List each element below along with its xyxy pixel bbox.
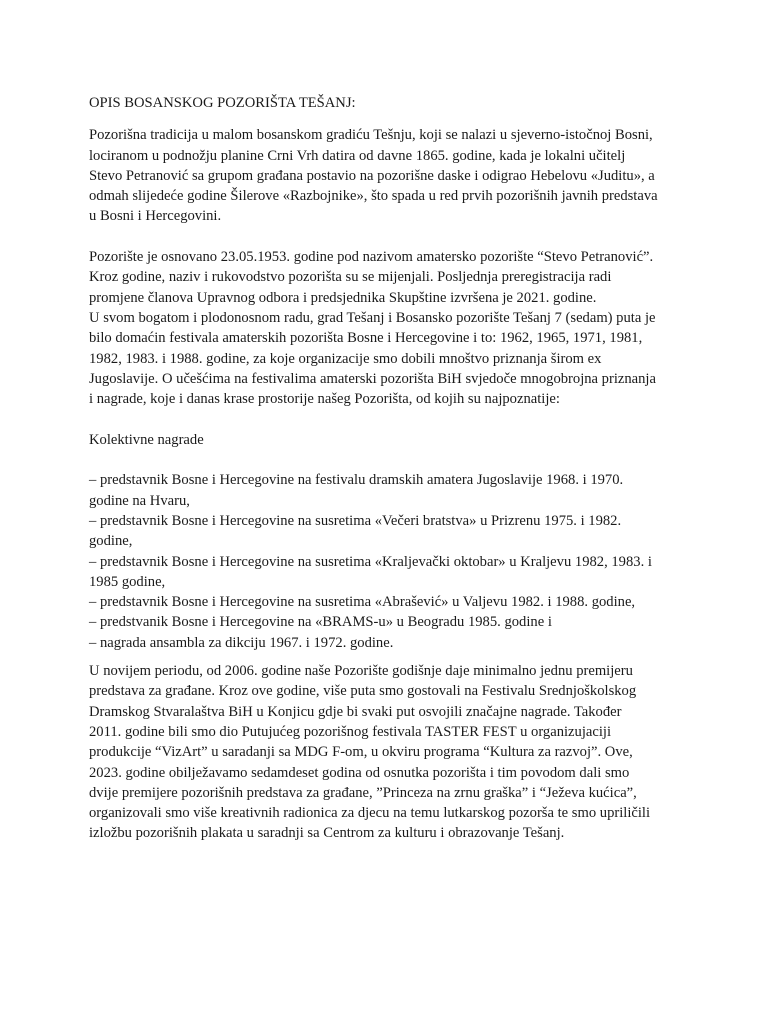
award-item: – predstvanik Bosne i Hercegovine na «BRAMS-u» u Beogradu 1985. godine i	[89, 614, 552, 631]
section-heading: Kolektivne nagrade	[89, 431, 204, 448]
document-page	[89, 93, 684, 844]
paragraph-line: Stevo Petranović sa grupom građana postavio na pozorišne daske i odigrao Hebelovu «Juditu», a	[89, 167, 655, 184]
paragraph-line: Dramskog Stvaralaštva BiH u Konjicu gdje bi svaki put osvojili značajne nagrade. Također	[89, 703, 622, 720]
paragraph-line: 1982, 1983. i 1988. godine, za koje organizacije smo dobili mnoštvo priznanja širom ex	[89, 350, 602, 367]
paragraph-line: bilo domaćin festivala amaterskih pozorišta Bosne i Hercegovine i to: 1962, 1965, 1971, 1981,	[89, 330, 643, 347]
paragraph-line: izložbu pozorišnih plakata u saradnji sa Centrom za kulturu i obrazovanje Tešanj.	[89, 825, 565, 842]
spacer	[89, 409, 684, 429]
paragraph-line: organizovali smo više kreativnih radionica za djecu na temu lutkarskog pozorša te smo upriličili	[89, 805, 651, 822]
paragraph-line: lociranom u podnožju planine Crni Vrh datira od davne 1865. godine, kada je lokalni učitelj	[89, 147, 626, 164]
award-item: 1985 godine,	[89, 573, 166, 590]
spacer	[89, 450, 684, 470]
spacer	[89, 227, 684, 247]
paragraph-line: Kroz godine, naziv i rukovodstvo pozorišta su se mijenjali. Posljednja preregistracija radi	[89, 269, 612, 286]
paragraph-line: odmah slijedeće godine Šilerove «Razbojnike», što spada u red prvih pozorišnih javnih predstava	[89, 188, 658, 205]
paragraph-line: i nagrade, koje i danas krase prostorije našeg Pozorišta, od kojih su najpoznatije:	[89, 391, 560, 408]
award-item: – nagrada ansambla za dikciju 1967. i 1972. godine.	[89, 634, 394, 651]
award-item: – predstavnik Bosne i Hercegovine na susretima «Abrašević» u Valjevu 1982. i 1988. godine,	[89, 594, 636, 611]
award-item: godine na Hvaru,	[89, 492, 190, 509]
paragraph-founding	[89, 247, 684, 409]
paragraph-history	[89, 125, 684, 226]
award-item: – predstavnik Bosne i Hercegovine na susretima «Večeri bratstva» u Prizrenu 1975. i 1982.	[89, 512, 622, 529]
paragraph-line: U svom bogatom i plodonosnom radu, grad Tešanj i Bosansko pozorište Tešanj 7 (sedam) puta je	[89, 309, 656, 326]
award-item: – predstavnik Bosne i Hercegovine na susretima «Kraljevački oktobar» u Kraljevu 1982, 1983. i	[89, 553, 652, 570]
paragraph-line: u Bosni i Hercegovini.	[89, 208, 222, 225]
paragraph-line: produkcije “VizArt” u saradanji sa MDG F-om, u okviru programa “Kultura za razvoj”. Ove,	[89, 744, 633, 761]
paragraph-line: dvije premijere pozorišnih predstava za građane, ”Princeza na zrnu graška” i “Ježeva kućica”,	[89, 784, 637, 801]
award-item: – predstavnik Bosne i Hercegovine na festivalu dramskih amatera Jugoslavije 1968. i 1970.	[89, 472, 624, 489]
paragraph-line: Jugoslavije. O učešćima na festivalima amaterski pozorišta BiH svjedoče mnogobrojna priznanja	[89, 370, 656, 387]
paragraph-line: 2011. godine bili smo dio Putujućeg pozorišnog festivala TASTER FEST u organizujaciji	[89, 723, 611, 740]
paragraph-line: U novijem periodu, od 2006. godine naše Pozorište godišnje daje minimalno jednu premijeru	[89, 663, 633, 680]
paragraph-line: Pozorište je osnovano 23.05.1953. godine pod nazivom amatersko pozorište “Stevo Petranović”.	[89, 249, 654, 266]
spacer	[89, 653, 684, 661]
paragraph-line: 2023. godine obilježavamo sedamdeset godina od osnutka pozorišta i tim povodom dali smo	[89, 764, 630, 781]
paragraph-recent	[89, 661, 684, 844]
document-title: OPIS BOSANSKOG POZORIŠTA TEŠANJ:	[89, 95, 356, 111]
paragraph-line: promjene članova Upravnog odbora i predsjednika Skupštine izvršena je 2021. godine.	[89, 289, 597, 306]
paragraph-line: predstava za građane. Kroz ove godine, više puta smo gostovali na Festivalu Srednjoškolskog	[89, 683, 637, 700]
awards-list	[89, 470, 684, 653]
award-item: godine,	[89, 533, 133, 550]
paragraph-line: Pozorišna tradicija u malom bosanskom gradiću Tešnju, koji se nalazi u sjeverno-istočnoj Bosni,	[89, 127, 653, 144]
